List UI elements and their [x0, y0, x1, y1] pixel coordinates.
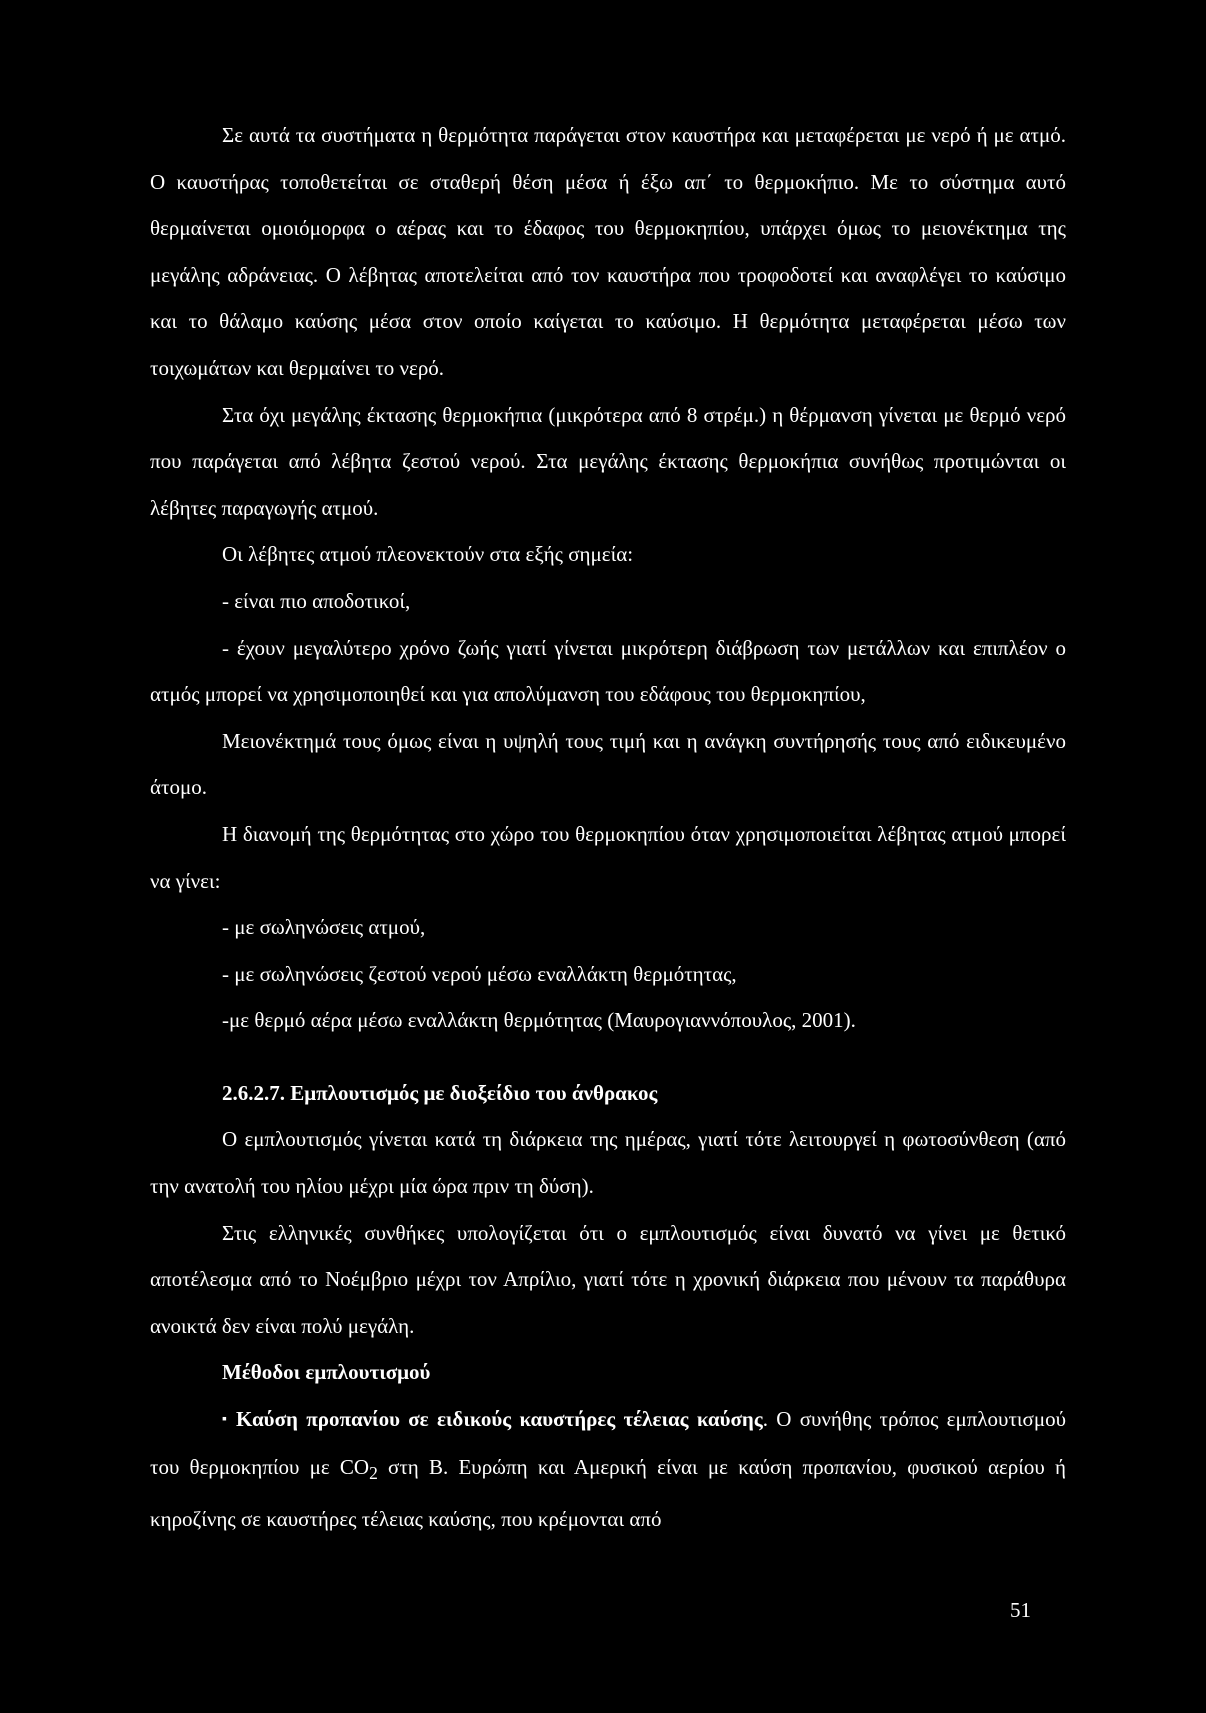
paragraph: Στα όχι μεγάλης έκτασης θερμοκήπια (μικρότερα από 8 στρέμ.) η θέρμανση γίνεται με θερμό νερό που παράγεται από λέβητα ζεστού νερού. Στα μεγάλης έκτασης θερμοκήπια συνήθως προτιμώνται οι λέβητες παραγωγής ατμού. — [150, 402, 1066, 520]
page-body — [150, 112, 1066, 1543]
section-heading: 2.6.2.7. Εμπλουτισμός με διοξείδιο του άνθρακος — [222, 1080, 658, 1105]
sub-heading: Μέθοδοι εμπλουτισμού — [222, 1360, 431, 1385]
bullet-icon: ▪ — [222, 1412, 231, 1428]
page-number: 51 — [1010, 1598, 1031, 1622]
bullet-paragraph — [150, 1396, 1066, 1543]
list-item: - έχουν μεγαλύτερο χρόνο ζωής γιατί γίνεται μικρότερη διάβρωση των μετάλλων και επιπλέον ο ατμός μπορεί να χρησιμοποιηθεί και για απολύμανση του εδάφους του θερμοκηπίου, — [150, 635, 1066, 707]
paragraph: Ο εμπλουτισμός γίνεται κατά τη διάρκεια της ημέρας, γιατί τότε λειτουργεί η φωτοσύνθεση (από την ανατολή του ηλίου μέχρι μία ώρα πριν τη δύση). — [150, 1127, 1066, 1199]
paragraph: Στις ελληνικές συνθήκες υπολογίζεται ότι ο εμπλουτισμός είναι δυνατό να γίνει με θετικό αποτέλεσμα από το Νοέμβριο μέχρι τον Απρίλιο, γιατί τότε η χρονική διάρκεια που μένουν τα παράθυρα ανοικτά δεν είναι πολύ μεγάλη. — [150, 1220, 1066, 1338]
paragraph: Οι λέβητες ατμού πλεονεκτούν στα εξής σημεία: — [222, 542, 634, 567]
subscript: 2 — [369, 1462, 378, 1483]
list-item: - με σωληνώσεις ζεστού νερού μέσω εναλλάκτη θερμότητας, — [222, 961, 737, 986]
paragraph: Η διανομή της θερμότητας στο χώρο του θερμοκηπίου όταν χρησιμοποιείται λέβητας ατμού μπορεί να γίνει: — [150, 821, 1066, 893]
list-item: - είναι πιο αποδοτικοί, — [222, 588, 411, 613]
list-item: - με σωληνώσεις ατμού, — [222, 915, 426, 940]
list-item: -με θερμό αέρα μέσω εναλλάκτη θερμότητας (Μαυρογιαννόπουλος, 2001). — [222, 1008, 856, 1033]
bullet-text-cont: στη Β. Ευρώπη και Αμερική είναι με καύση προπανίου, φυσικού αερίου ή κηροζίνης σε καυστήρες τέλειας καύσης, που κρέμονται από — [150, 1454, 1066, 1532]
bullet-text: . Ο συνήθης τρόπος εμπλουτισμού του θερμοκηπίου με CO — [150, 1407, 1067, 1479]
paragraph: Σε αυτά τα συστήματα η θερμότητα παράγεται στον καυστήρα και μεταφέρεται με νερό ή με ατμό. Ο καυστήρας τοποθετείται σε σταθερή θέση μέσα ή έξω απ΄ το θερμοκήπιο. Με το σύστημα αυτό θερμαίνεται ομοιόμορφα ο αέρας και το έδαφος του θερμοκηπίου, υπάρχει όμως το μειονέκτημα της μεγάλης αδράνειας. Ο λέβητας αποτελείται από τον καυστήρα που τροφοδοτεί και αναφλέγει το καύσιμο και το θάλαμο καύσης μέσα στον οποίο καίγεται το καύσιμο. Η θερμότητα μεταφέρεται μέσω των τοιχωμάτων και θερμαίνει το νερό. — [150, 123, 1066, 380]
bullet-title: Καύση προπανίου σε ειδικούς καυστήρες τέλειας καύσης — [236, 1407, 763, 1432]
paragraph: Μειονέκτημά τους όμως είναι η υψηλή τους τιμή και η ανάγκη συντήρησής τους από ειδικευμένο άτομο. — [150, 728, 1066, 800]
